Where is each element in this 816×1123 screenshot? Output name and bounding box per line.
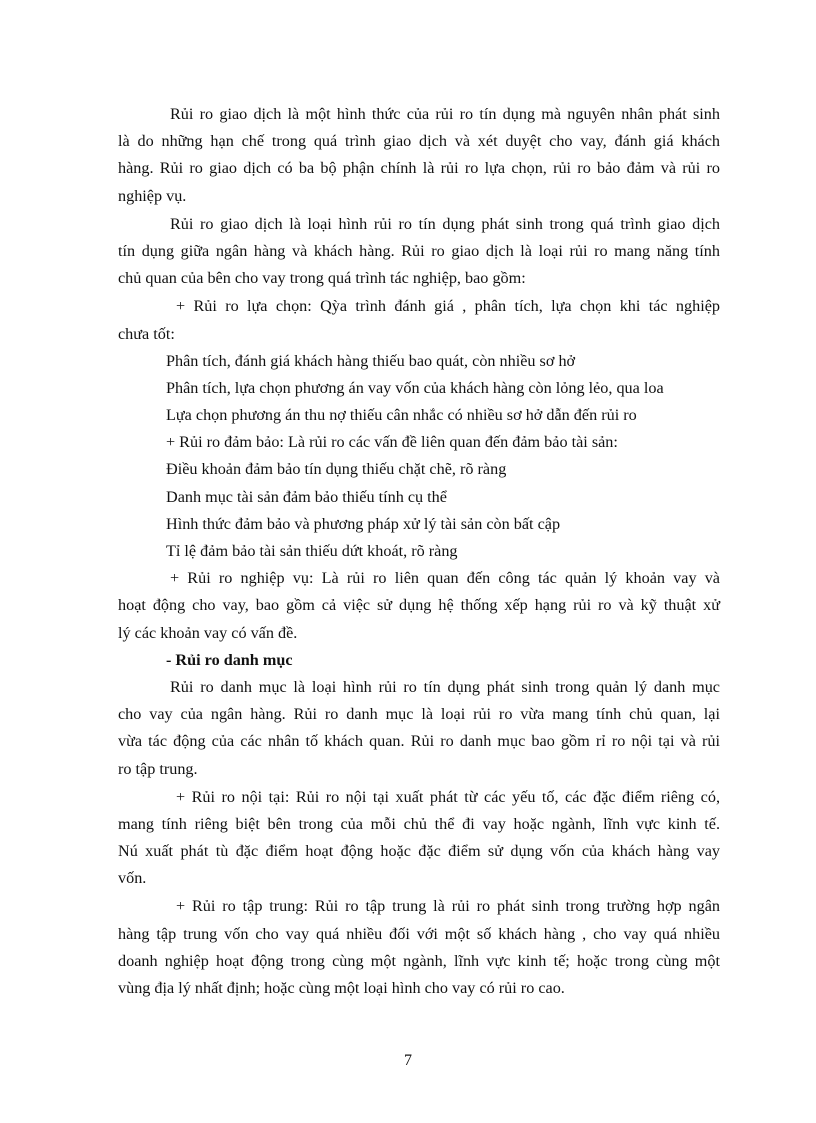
page-number: 7 <box>404 1052 412 1069</box>
text-line: hàng. Rủi ro giao dịch có ba bộ phận chính là rủi ro lựa chọn, rủi ro bảo đảm và rủi ro <box>118 159 720 178</box>
section-heading: - Rủi ro danh mục <box>166 650 293 669</box>
text-line: Nú xuất phát tù đặc điểm hoạt động hoặc đặc điểm sử dụng vốn của khách hàng vay <box>118 842 720 861</box>
text-line: là do những hạn chế trong quá trình giao dịch và xét duyệt cho vay, đánh giá khách <box>118 132 720 151</box>
text-line: Rủi ro giao dịch là loại hình rủi ro tín dụng phát sinh trong quá trình giao dịch <box>170 214 720 233</box>
paragraph <box>118 293 720 347</box>
list-item: Tỉ lệ đảm bảo tài sản thiếu dứt khoát, rõ ràng <box>166 542 458 560</box>
list-item: Hình thức đảm bảo và phương pháp xử lý tài sản còn bất cập <box>166 514 561 533</box>
list-item: Phân tích, lựa chọn phương án vay vốn của khách hàng còn lỏng lẻo, qua loa <box>166 378 664 397</box>
paragraph <box>118 211 720 293</box>
list-item: Điều khoản đảm bảo tín dụng thiếu chặt chẽ, rõ ràng <box>166 460 507 479</box>
text-line: doanh nghiệp hoạt động trong cùng một ngành, lĩnh vực kinh tế; hoặc trong cùng một <box>118 951 720 970</box>
text-line: + Rủi ro tập trung: Rủi ro tập trung là rủi ro phát sinh trong trường hợp ngân <box>176 897 720 916</box>
text-line: nghiệp vụ. <box>118 186 187 205</box>
paragraph <box>118 101 720 210</box>
text-line: vùng địa lý nhất định; hoặc cùng một loại hình cho vay có rủi ro cao. <box>118 979 565 997</box>
text-line: + Rủi ro nghiệp vụ: Là rủi ro liên quan đến công tác quản lý khoản vay và <box>170 569 720 588</box>
text-line: Rủi ro danh mục là loại hình rủi ro tín dụng phát sinh trong quản lý danh mục <box>170 677 720 696</box>
list-item: Phân tích, đánh giá khách hàng thiếu bao quát, còn nhiều sơ hở <box>166 351 576 370</box>
paragraph <box>118 674 720 783</box>
paragraph <box>118 893 720 1002</box>
list-block <box>118 348 720 566</box>
text-line: chưa tốt: <box>118 324 175 343</box>
text-line: vừa tác động của các nhân tố khách quan. Rủi ro danh mục bao gồm rỉ ro nội tại và rủi <box>118 732 720 751</box>
paragraph <box>118 784 720 893</box>
list-item: + Rủi ro đảm bảo: Là rủi ro các vấn đề liên quan đến đảm bảo tài sản: <box>166 433 618 452</box>
text-line: mang tính riêng biệt bên trong của mỗi chủ thể đi vay hoặc ngành, lĩnh vực kinh tế. <box>118 814 720 833</box>
text-line: cho vay của ngân hàng. Rủi ro danh mục là loại rủi ro vừa mang tính chủ quan, lại <box>118 705 720 724</box>
text-line: + Rủi ro nội tại: Rủi ro nội tại xuất phát từ các yếu tố, các đặc điểm riêng có, <box>176 787 720 806</box>
text-line: lý các khoản vay có vấn đề. <box>118 623 298 642</box>
paragraph <box>118 565 720 647</box>
text-line: tín dụng giữa ngân hàng và khách hàng. Rủi ro giao dịch là loại rủi ro mang năng tính <box>118 241 720 260</box>
text-line: ro tập trung. <box>118 759 198 778</box>
page-body <box>118 101 720 1002</box>
text-line: Rủi ro giao dịch là một hình thức của rủi ro tín dụng mà nguyên nhân phát sinh <box>170 105 720 123</box>
text-line: hoạt động cho vay, bao gồm cả việc sử dụng hệ thống xếp hạng rủi ro và kỹ thuật xử <box>118 596 720 615</box>
text-line: hàng tập trung vốn cho vay quá nhiều đối với một số khách hàng , cho vay quá nhiều <box>118 924 720 943</box>
text-line: vốn. <box>118 869 147 888</box>
text-line: + Rủi ro lựa chọn: Qỳa trình đánh giá , phân tích, lựa chọn khi tác nghiệp <box>176 297 720 316</box>
list-item: Lựa chọn phương án thu nợ thiếu cân nhắc có nhiều sơ hở dẫn đến rủi ro <box>166 406 637 425</box>
text-line: chủ quan của bên cho vay trong quá trình tác nghiệp, bao gồm: <box>118 269 526 288</box>
list-item: Danh mục tài sản đảm bảo thiếu tính cụ thể <box>166 487 447 506</box>
